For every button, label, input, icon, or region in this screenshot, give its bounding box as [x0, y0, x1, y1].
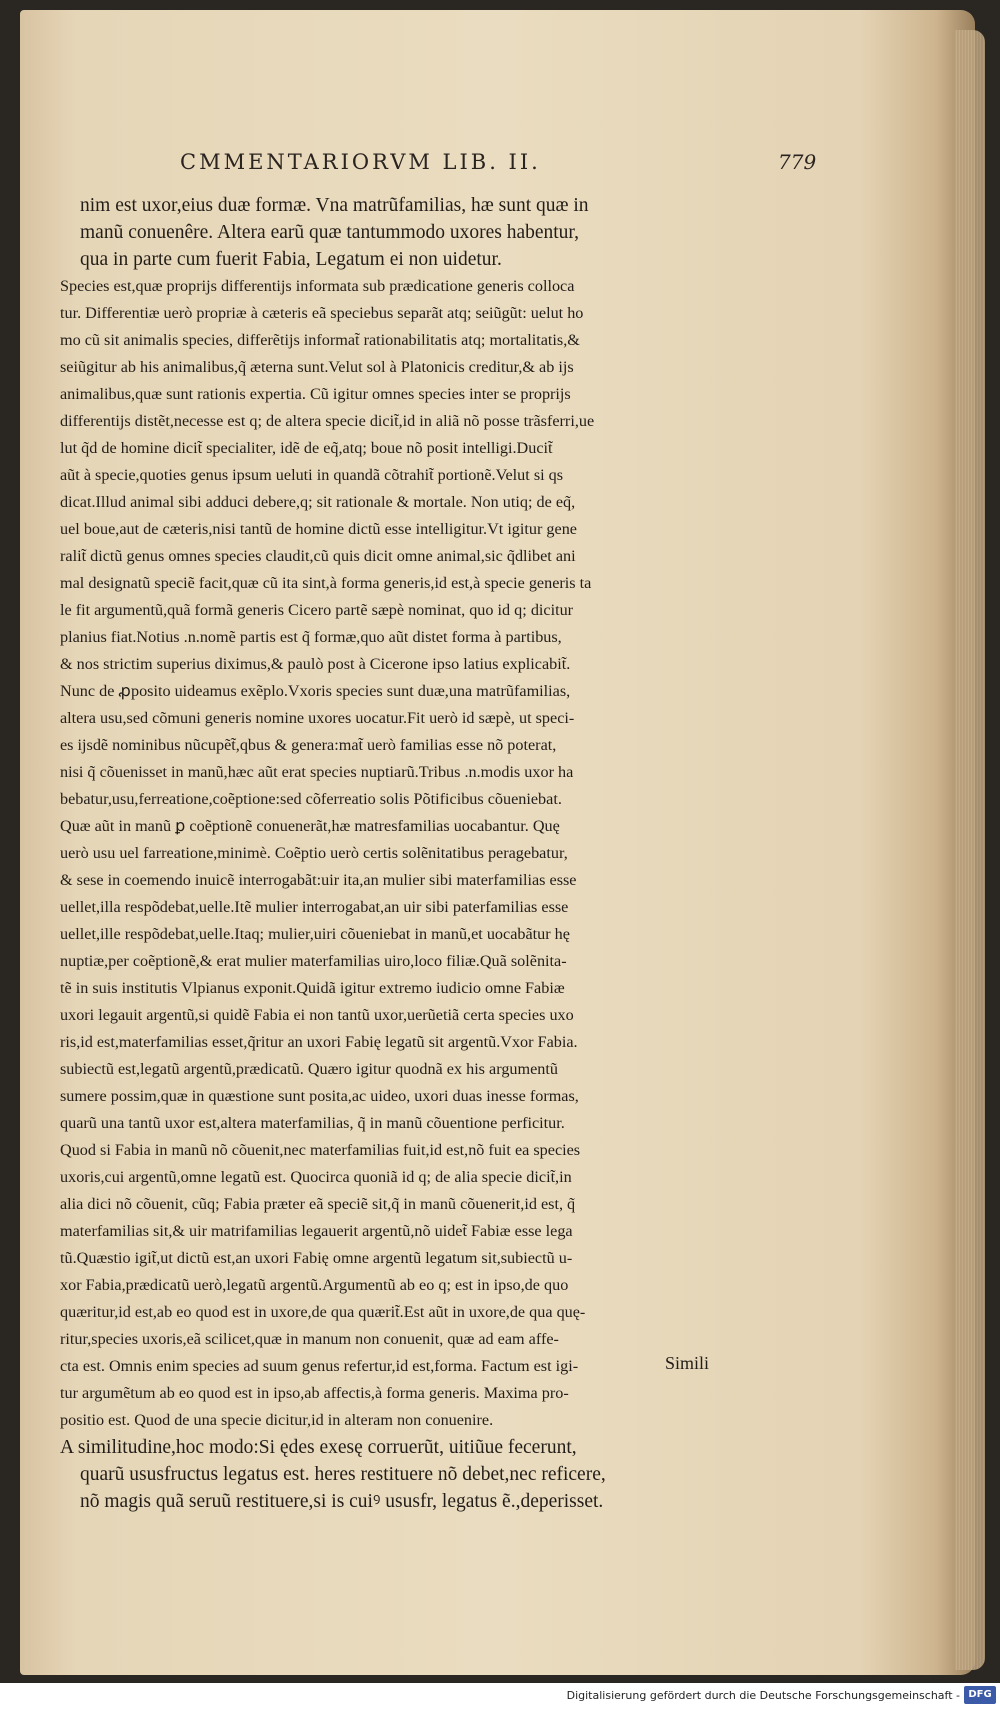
text-line: positio est. Quod de una specie dicitur,id in alteram non conuenire.: [60, 1411, 494, 1429]
text-line: & sese in coemendo inuicẽ interrogabãt:uir ita,an mulier sibi materfamilias esse: [60, 871, 577, 889]
text-line: nuptiæ,per coẽptionẽ,& erat mulier materfamilias uiro,loco filiæ.Quã solẽnita-: [60, 952, 567, 970]
text-line: Species est,quæ proprijs differentijs informata sub prædicatione generis colloca: [60, 277, 575, 295]
text-line: bebatur,usu,ferreatione,coẽptione:sed cõferreatio solis Põtificibus cõueniebat.: [60, 790, 562, 808]
text-line: dicat.Illud animal sibi adduci debere,q; sit rationale & mortale. Non utiq; de eq̃,: [60, 493, 576, 511]
text-line: animalibus,quæ sunt rationis expertia. Cũ igitur omnes species inter se proprijs: [60, 385, 571, 403]
text-line: tẽ in suis institutis Vlpianus exponit.Quidã igitur extremo iudicio omne Fabiæ: [60, 979, 565, 997]
text-line: materfamilias sit,& uir matrifamilias legauerit argentũ,nõ uidet̃ Fabiæ esse lega: [60, 1222, 573, 1240]
text-line: ralit̃ dictũ genus omnes species claudit,cũ quis dicit omne animal,sic q̃dlibet ani: [60, 547, 576, 565]
catchword: Simili: [665, 1353, 710, 1373]
text-line: cta est. Omnis enim species ad suum genus refertur,id est,forma. Factum est igi-: [60, 1357, 579, 1375]
text-line: uerò usu uel farreatione,minimè. Coẽptio uerò certis solẽnitatibus peragebatur,: [60, 844, 568, 862]
text-line: uellet,illa respõdebat,uelle.Itẽ mulier interrogabat,an uir sibi paterfamilias esse: [60, 898, 569, 916]
text-line: ris,id est,materfamilias esset,q̃ritur an uxori Fabię legatũ sit argentũ.Vxor Fabia.: [60, 1033, 578, 1051]
text-line: seiũgitur ab his animalibus,q̃ æterna sunt.Velut sol à Platonicis creditur,& ab ijs: [60, 358, 574, 376]
text-line: nim est uxor,eius duæ formæ. Vna matrũfamilias, hæ sunt quæ in: [80, 195, 589, 216]
text-line: subiectũ est,legatũ argentũ,prædicatũ. Quæro igitur quodnã ex his argumentũ: [60, 1060, 558, 1078]
text-line: xor Fabia,prædicatũ uerò,legatũ argentũ.Argumentũ ab eo q; est in ipso,de quo: [60, 1276, 569, 1294]
text-line: mal designatũ speciẽ facit,quæ cũ ita sint,à forma generis,id est,à specie generis ta: [60, 574, 592, 592]
footer-credit: Digitalisierung gefördert durch die Deutsche Forschungsgemeinschaft -: [566, 1689, 960, 1702]
text-line: quæritur,id est,ab eo quod est in uxore,de qua quærit̃.Est aũt in uxore,de qua quę-: [60, 1303, 586, 1321]
text-line: A similitudine,hoc modo:Si ędes exesę corruerũt, uitiũue fecerunt,: [60, 1437, 577, 1458]
text-line: uellet,ille respõdebat,uelle.Itaq; mulier,uiri cõueniebat in manũ,et uocabãtur hę: [60, 925, 570, 943]
text-line: aũt à specie,quoties genus ipsum ueluti in quandã cõtrahit̃ portionẽ.Velut si qs: [60, 466, 564, 484]
text-line: quarũ ususfructus legatus est. heres restituere nõ debet,nec reficere,: [80, 1464, 606, 1485]
text-line: Quæ aũt in manũ ꝑ coẽptionẽ conuenerãt,hæ matresfamilias uocabantur. Quę: [60, 817, 560, 835]
text-line: & nos strictim superius diximus,& paulò post à Cicerone ipso latius explicabit̃.: [60, 655, 571, 673]
text-line: planius fiat.Notius .n.nomẽ partis est q̃ formæ,quo aũt distet forma à partibus,: [60, 628, 562, 646]
folio-number: 779: [778, 150, 817, 174]
text-line: ritur,species uxoris,eã scilicet,quæ in manum non conuenit, quæ ad eam affe-: [60, 1330, 559, 1348]
text-line: differentijs distẽt,necesse est q; de altera specie dicit̃,id in aliã nõ posse trãsferri,ue: [60, 412, 595, 430]
text-line: uxori legauit argentũ,si quidẽ Fabia ei non tantũ uxor,uerũetiã certa species uxo: [60, 1006, 574, 1024]
text-line: lut q̃d de homine dicit̃ specialiter, idẽ de eq̃,atq; boue nõ posit intelligi.Ducit̃: [60, 439, 553, 457]
text-line: le fit argumentũ,quã formã generis Cicero partẽ sæpè nominat, quo id q; dicitur: [60, 601, 574, 619]
text-line: qua in parte cum fuerit Fabia, Legatum ei non uidetur.: [80, 249, 502, 270]
body-text: [60, 192, 750, 1515]
text-line: Quod si Fabia in manũ nõ cõuenit,nec materfamilias fuit,id est,nõ fuit ea species: [60, 1141, 581, 1159]
running-head: CMMENTARIORVM LIB. II.: [180, 150, 541, 174]
text-line: uxoris,cui argentũ,omne legatũ est. Quocirca quoniã id q; de alia specie dicit̃,in: [60, 1168, 572, 1186]
text-line: tur argumẽtum ab eo quod est in ipso,ab affectis,à forma generis. Maxima pro-: [60, 1384, 569, 1402]
text-line: sumere possim,quæ in quæstione sunt posita,ac uideo, uxori duas inesse formas,: [60, 1087, 579, 1105]
text-line: nõ magis quã seruũ restituere,si is cuiꝰ ususfr, legatus ẽ.,deperisset.: [80, 1491, 604, 1512]
text-line: tũ.Quæstio igit̃,ut dictũ est,an uxori Fabię omne argentũ legatum sit,subiectũ u-: [60, 1249, 573, 1267]
text-line: es ijsdẽ nominibus nũcupẽt̃,qbus & genera:mat̃ uerò familias esse nõ poterat,: [60, 736, 557, 754]
text-line: mo cũ sit animalis species, differẽtijs informat̃ rationabilitatis atq; mortalitatis,&: [60, 331, 580, 349]
dfg-logo: DFG: [964, 1686, 996, 1704]
text-line: nisi q̃ cõuenisset in manũ,hæc aũt erat species nuptiarũ.Tribus .n.modis uxor ha: [60, 763, 574, 781]
book-fore-edge: [955, 30, 985, 1670]
text-line: uel boue,aut de cæteris,nisi tantũ de homine dictũ esse intelligitur.Vt igitur gene: [60, 520, 577, 538]
footer-bar: [0, 1683, 1000, 1709]
text-line: manũ conuenêre. Altera earũ quæ tantummodo uxores habentur,: [80, 222, 580, 243]
text-line: tur. Differentiæ uerò propriæ à cæteris eã speciebus separãt atq; seiũgũt: uelut ho: [60, 304, 584, 322]
text-line: altera usu,sed cõmuni generis nomine uxores uocatur.Fit uerò id sæpè, ut speci-: [60, 709, 575, 727]
text-line: quarũ una tantũ uxor est,altera materfamilias, q̃ in manũ cõuentione perficitur.: [60, 1114, 565, 1132]
text-line: Nunc de ꝓposito uideamus exẽplo.Vxoris species sunt duæ,una matrũfamilias,: [60, 682, 571, 700]
text-line: alia dici nõ cõuenit, cũq; Fabia præter eã speciẽ sit,q̃ in manũ cõuenerit,id est, q̃: [60, 1195, 576, 1213]
